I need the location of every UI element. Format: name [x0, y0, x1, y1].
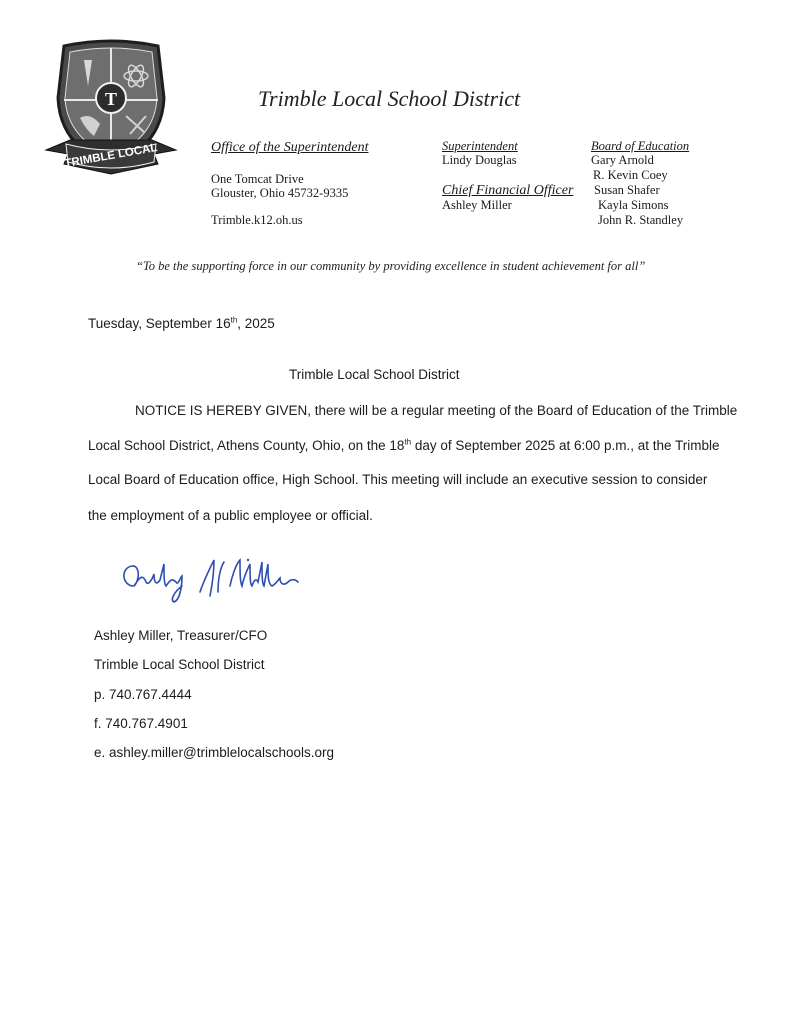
handwritten-signature: [118, 556, 314, 606]
notice-line: Local Board of Education office, High School. This meeting will include an executive session to consider: [88, 472, 708, 487]
svg-text:TRIMBLE LOCAL: TRIMBLE LOCAL: [63, 141, 159, 171]
signer-organization: Trimble Local School District: [94, 657, 265, 672]
office-heading: Office of the Superintendent: [211, 140, 369, 155]
board-member: John R. Standley: [598, 213, 684, 227]
signer-fax: f. 740.767.4901: [94, 716, 188, 731]
signer-phone[interactable]: p. 740.767.4444: [94, 687, 192, 702]
notice-line: Local School District, Athens County, Ohio, on the 18th day of September 2025 at 6:00 p.m., at the Trimble: [88, 437, 720, 453]
signer-name-title: Ashley Miller, Treasurer/CFO: [94, 628, 268, 643]
district-website[interactable]: Trimble.k12.oh.us: [211, 213, 303, 227]
letter-subject: Trimble Local School District: [289, 367, 460, 382]
superintendent-name: Lindy Douglas: [442, 153, 517, 167]
letter-date: Tuesday, September 16th, 2025: [88, 315, 275, 331]
superintendent-heading: Superintendent: [442, 139, 518, 153]
notice-line: NOTICE IS HEREBY GIVEN, there will be a regular meeting of the Board of Education of the Trimble: [135, 403, 738, 418]
board-member: R. Kevin Coey: [593, 168, 668, 182]
district-title: Trimble Local School District: [258, 86, 521, 111]
cfo-heading: Chief Financial Officer: [442, 183, 574, 198]
cfo-name: Ashley Miller: [442, 198, 512, 212]
board-member: Susan Shafer: [594, 183, 660, 197]
board-heading: Board of Education: [591, 139, 690, 153]
board-member: Kayla Simons: [598, 198, 669, 212]
address-line2: Glouster, Ohio 45732-9335: [211, 186, 349, 200]
district-motto: “To be the supporting force in our community by providing excellence in student achievement for all”: [136, 259, 646, 273]
district-crest-logo: [44, 38, 178, 180]
signer-email[interactable]: e. ashley.miller@trimblelocalschools.org: [94, 745, 335, 760]
notice-line: the employment of a public employee or official.: [88, 508, 373, 523]
address-line1: One Tomcat Drive: [211, 172, 304, 186]
svg-text:T: T: [104, 89, 118, 109]
board-member: Gary Arnold: [591, 153, 654, 167]
